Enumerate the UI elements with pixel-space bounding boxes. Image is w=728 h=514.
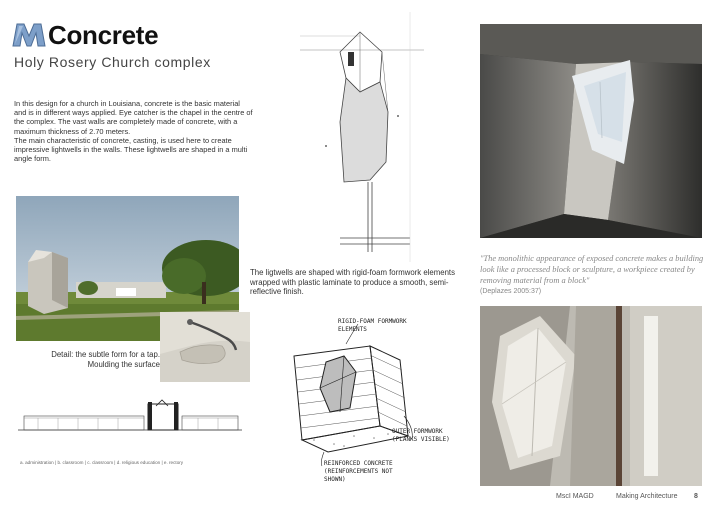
lightwell-caption: The ligtwells are shaped with rigid-foam formwork elements wrapped with plastic laminate to produce a smooth, semi-reflective finish. [250, 268, 455, 297]
page-title: Concrete [48, 20, 159, 50]
page-number: 8 [694, 493, 698, 500]
quote-source: (Deplazes 2005:37) [480, 288, 542, 295]
architecture-quote: "The monolithic appearance of exposed concrete makes a building look like a processed block or sculpture, a workpiece created by removing material from a block" [480, 254, 704, 285]
intro-text [14, 99, 254, 163]
intro-paragraph-2: The main characteristic of concrete, casting, is used here to create impressive lightwells in the walls. These lightwells are shaped in a multi angle form. [14, 135, 248, 164]
footer-module: Making Architecture [616, 493, 678, 500]
lightwell-section-drawing [300, 12, 424, 262]
sketch-note-outer: OUTER FORMWORK (PLANKS VISIBLE) [392, 428, 450, 443]
intro-paragraph-1: In this design for a church in Louisiana, concrete is the basic material and is in different ways applied. Eye catcher is the chapel in the centre of the complex. The vast walls are completely made of concrete, with a maximum thickness of 2.70 meters. [14, 99, 253, 136]
section-legend: a. administration | b. classroom | c. classroom | d. religious education | e. rectory [20, 460, 184, 465]
tap-detail-photo [160, 312, 250, 382]
logo-icon [12, 22, 46, 48]
footer-course: MscI MAGD [556, 493, 594, 500]
page-subtitle: Holy Rosery Church complex [14, 54, 211, 70]
sketch-note-reinforced: REINFORCED CONCRETE (REINFORCEMENTS NOT SHOWN) [324, 460, 393, 483]
concrete-interior-photo [480, 306, 702, 486]
lightwell-interior-photo [480, 24, 702, 238]
sketch-note-formwork: RIGID-FOAM FORMWORK ELEMENTS [338, 318, 407, 333]
section-drawing [18, 396, 242, 446]
detail-caption: Detail: the subtle form for a tap. Moulding the surface [51, 350, 160, 369]
